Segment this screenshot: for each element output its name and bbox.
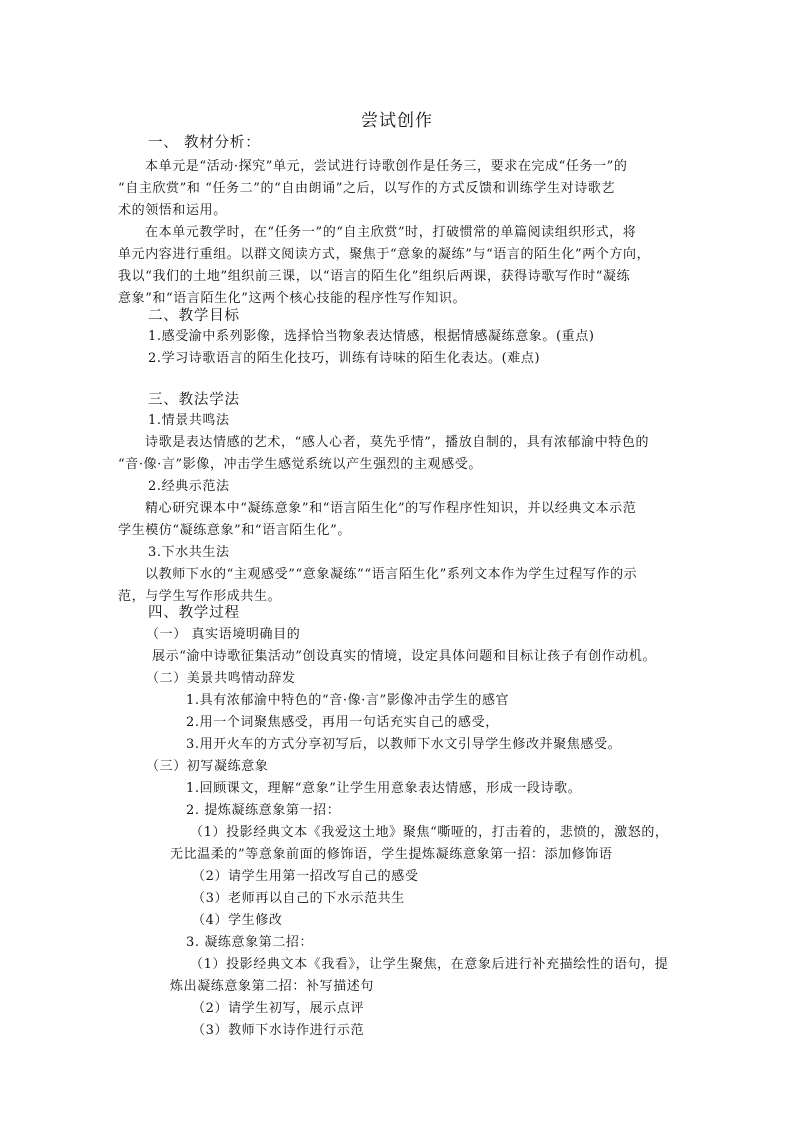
- paragraph-line: 我以“我们的土地”组织前三课，以“语言的陌生化”组织后两课，获得诗歌写作时“凝练: [118, 269, 631, 284]
- list-item: 1.回顾课文，理解“意象”让学生用意象表达情感，形成一段诗歌。: [186, 781, 582, 796]
- list-item: 1.具有浓郁渝中特色的“音·像·言”影像冲击学生的感官: [186, 693, 510, 708]
- list-item: （3）教师下水诗作进行示范: [192, 1023, 365, 1038]
- paragraph-line: 炼出凝练意象第二招：补写描述句: [170, 979, 375, 994]
- heading-teaching-process: 四、教学过程: [148, 605, 240, 621]
- paragraph-line: 意象”和“语言陌生化”这两个核心技能的程序性写作知识。: [118, 291, 467, 306]
- list-item: 2. 提炼凝练意象第一招：: [186, 803, 341, 818]
- list-item: （1）投影经典文本《我爱这土地》聚焦“嘶哑的，打击着的，悲愤的，激怒的，: [190, 825, 669, 840]
- list-item: 3. 凝练意象第二招：: [186, 935, 314, 950]
- list-item: 2.经典示范法: [148, 479, 230, 494]
- list-item: （4）学生修改: [192, 913, 283, 928]
- paragraph-line: 术的领悟和运用。: [118, 203, 227, 218]
- paragraph-line: 本单元是“活动·探究”单元，尝试进行诗歌创作是任务三，要求在完成“任务一”的: [145, 159, 628, 174]
- paragraph-line: “自主欣赏”和 “任务二”的“自由朗诵”之后，以写作的方式反馈和训练学生对诗歌艺: [118, 181, 616, 196]
- list-item: 3.用开火车的方式分享初写后，以教师下水文引导学生修改并聚焦感受。: [186, 737, 622, 752]
- subheading: （三）初写凝练意象: [146, 759, 269, 774]
- list-item: （1）投影经典文本《我看》，让学生聚焦，在意象后进行补充描绘性的语句，提: [190, 957, 669, 972]
- list-item: 1.感受渝中系列影像，选择恰当物象表达情感，根据情感凝练意象。(重点): [148, 329, 595, 344]
- list-item: （2）请学生用第一招改写自己的感受: [192, 869, 419, 884]
- list-item: （2）请学生初写，展示点评: [192, 1001, 365, 1016]
- paragraph-line: 学生模仿“凝练意象”和“语言陌生化”。: [118, 523, 351, 538]
- paragraph-line: 展示“渝中诗歌征集活动”创设真实的情境，设定具体问题和目标让孩子有创作动机。: [152, 649, 657, 664]
- list-item: 2.用一个词聚焦感受，再用一句话充实自己的感受，: [186, 715, 499, 730]
- heading-textbook-analysis: 一、 教材分析：: [148, 135, 261, 151]
- heading-teaching-methods: 三、教法学法: [148, 392, 240, 408]
- subheading: （二）美景共鸣情动辞发: [146, 671, 296, 686]
- paragraph-line: 范，与学生写作形成共生。: [118, 589, 282, 604]
- list-item: 2.学习诗歌语言的陌生化技巧，训练有诗味的陌生化表达。(难点): [148, 351, 541, 366]
- list-item: 3.下水共生法: [148, 545, 230, 560]
- paragraph-line: 诗歌是表达情感的艺术，“感人心者，莫先乎情”，播放自制的，具有浓郁渝中特色的: [145, 435, 650, 450]
- paragraph-line: 无比温柔的”等意象前面的修饰语，学生提炼凝练意象第一招：添加修饰语: [170, 847, 613, 862]
- paragraph-line: “音·像·言”影像，冲击学生感觉系统以产生强烈的主观感受。: [118, 457, 482, 472]
- paragraph-line: 精心研究课本中“凝练意象”和“语言陌生化”的写作程序性知识，并以经典文本示范: [145, 501, 637, 516]
- paragraph-line: 单元内容进行重组。以群文阅读方式，聚焦于“意象的凝练”与“语言的陌生化”两个方向，: [118, 247, 651, 262]
- list-item: （3）老师再以自己的下水示范共生: [192, 891, 405, 906]
- subheading: （一） 真实语境明确目的: [146, 627, 301, 642]
- heading-teaching-goals: 二、教学目标: [148, 308, 240, 324]
- paragraph-line: 以教师下水的“主观感受”“意象凝练”“语言陌生化”系列文本作为学生过程写作的示: [145, 567, 638, 582]
- list-item: 1.情景共鸣法: [148, 413, 230, 428]
- page-title: 尝试创作: [361, 111, 433, 131]
- paragraph-line: 在本单元教学时，在“任务一”的“自主欣赏”时，打破惯常的单篇阅读组织形式，将: [145, 225, 637, 240]
